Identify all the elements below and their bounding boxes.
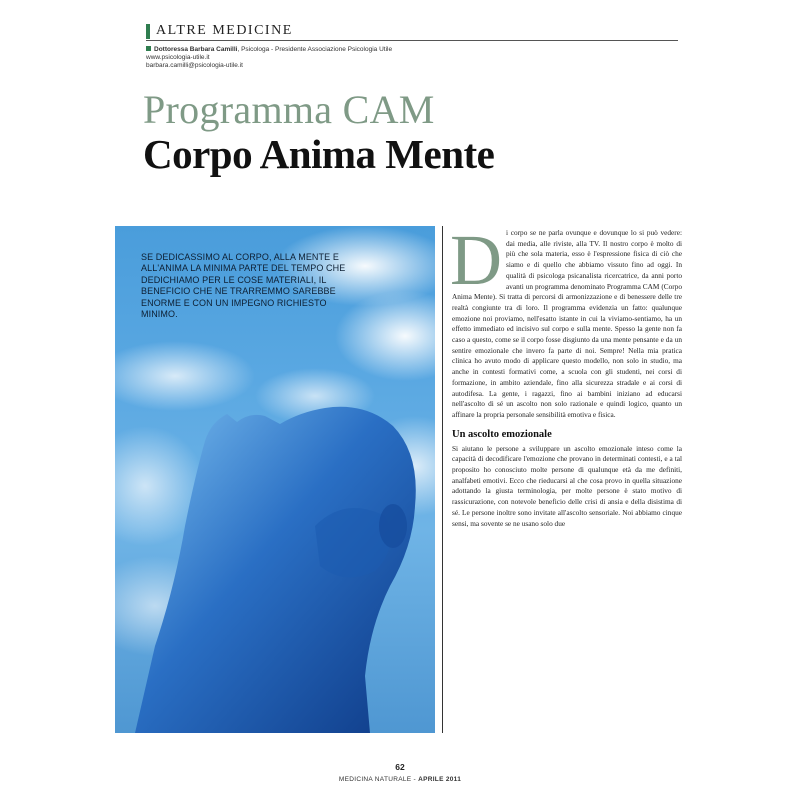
author-name: Dottoressa Barbara Camilli	[154, 46, 238, 53]
body-paragraph	[450, 220, 682, 421]
issue-date: APRILE 2011	[418, 776, 462, 783]
section-title: ALTRE MEDICINE	[156, 23, 293, 38]
author-role: , Psicologa - Presidente Associazione Psicologia Utile	[237, 46, 393, 53]
section-header	[146, 24, 678, 41]
article-title-line1: Programma CAM	[143, 87, 435, 132]
page-number: 62	[395, 762, 405, 772]
author-email[interactable]: barbara.camilli@psicologia-utile.it	[146, 62, 243, 69]
column-divider	[442, 226, 443, 733]
drop-cap: D	[450, 220, 502, 300]
subheading: Un ascolto emozionale	[452, 428, 552, 440]
body-paragraph: Si aiutano le persone a sviluppare un ascolto emozionale inteso come la capacità di decodificare l'emozione che provano in determinati contesti, e a tal proposito ho conosciuto molte persone di qualunque età da me definiti, analfabeti emotivi. Ecco che rieducarsi al che cosa provo in quella situazione adottando la giusta terminologia, per molte persone è stato motivo di rassicurazione, con notevole beneficio delle crisi di ansia e della disistima di sé. Le persone inoltre sono invitate all'ascolto sensoriale. Noi abbiamo cinque sensi, ma sovente se ne usano solo due	[452, 443, 682, 528]
magazine-name: MEDICINA NATURALE -	[338, 776, 419, 783]
paragraph-text: i corpo se ne parla ovunque e dovunque lo si può vedere: dai media, alle riviste, alla TV. Il nostro corpo è molto di più che sola materia, esso è l'espressione fisica di ciò che siamo e di quello che abbiamo vissuto fino ad oggi. In qualità di psicologa psicanalista ricercatrice, da anni porto avanti un programma denominato Programma CAM (Corpo Anima Mente). Si tratta di percorsi di armonizzazione e di benessere delle tre realtà congiunte tra di loro. Il programma evidenzia un fatto: qualunque emozione noi proviamo, nell'esatto istante in cui la viviamo-sentiamo, ha un effetto immediato ed incisivo sul corpo e sulla mente. Spesso la gente non fa caso a questo, come se il corpo fosse disgiunto da una mente pensante e da un sentire emozionale che invero fa parte di noi. Sempre! Nella mia pratica clinica ho avuto modo di applicare questo modello, non solo in studio, ma anche in contesti formativi come, a scuola con gli studenti, nei corsi di formazione, in ambito aziendale, fino alla sicurezza stradale e ai corsi di autodifesa. La gente, i ragazzi, fino ai bambini iniziano ad educarsi nell'ascolto di sé un ascolto non solo razionale e quindi logico, quanto un affinare la propria personale sensibilità emotiva e fisica.	[452, 228, 682, 419]
article-body	[450, 220, 682, 529]
bullet-square-icon	[146, 46, 151, 51]
article-title-line2: Corpo Anima Mente	[143, 131, 495, 177]
author-block	[146, 46, 392, 70]
author-website[interactable]: www.psicologia-utile.it	[146, 54, 210, 61]
article-photo	[115, 226, 435, 733]
author-line	[146, 46, 392, 54]
pull-quote: SE DEDICASSIMO AL CORPO, ALLA MENTE E ALL'ANIMA LA MINIMA PARTE DEL TEMPO CHE DEDICHIAMO PER LE COSE MATERIALI, IL BENEFICIO CHE NE TRARREMMO SAREBBE ENORME E CON UN IMPEGNO RICHIESTO MINIMO.	[141, 252, 346, 320]
page-footer	[0, 776, 800, 783]
section-marker	[146, 24, 150, 39]
